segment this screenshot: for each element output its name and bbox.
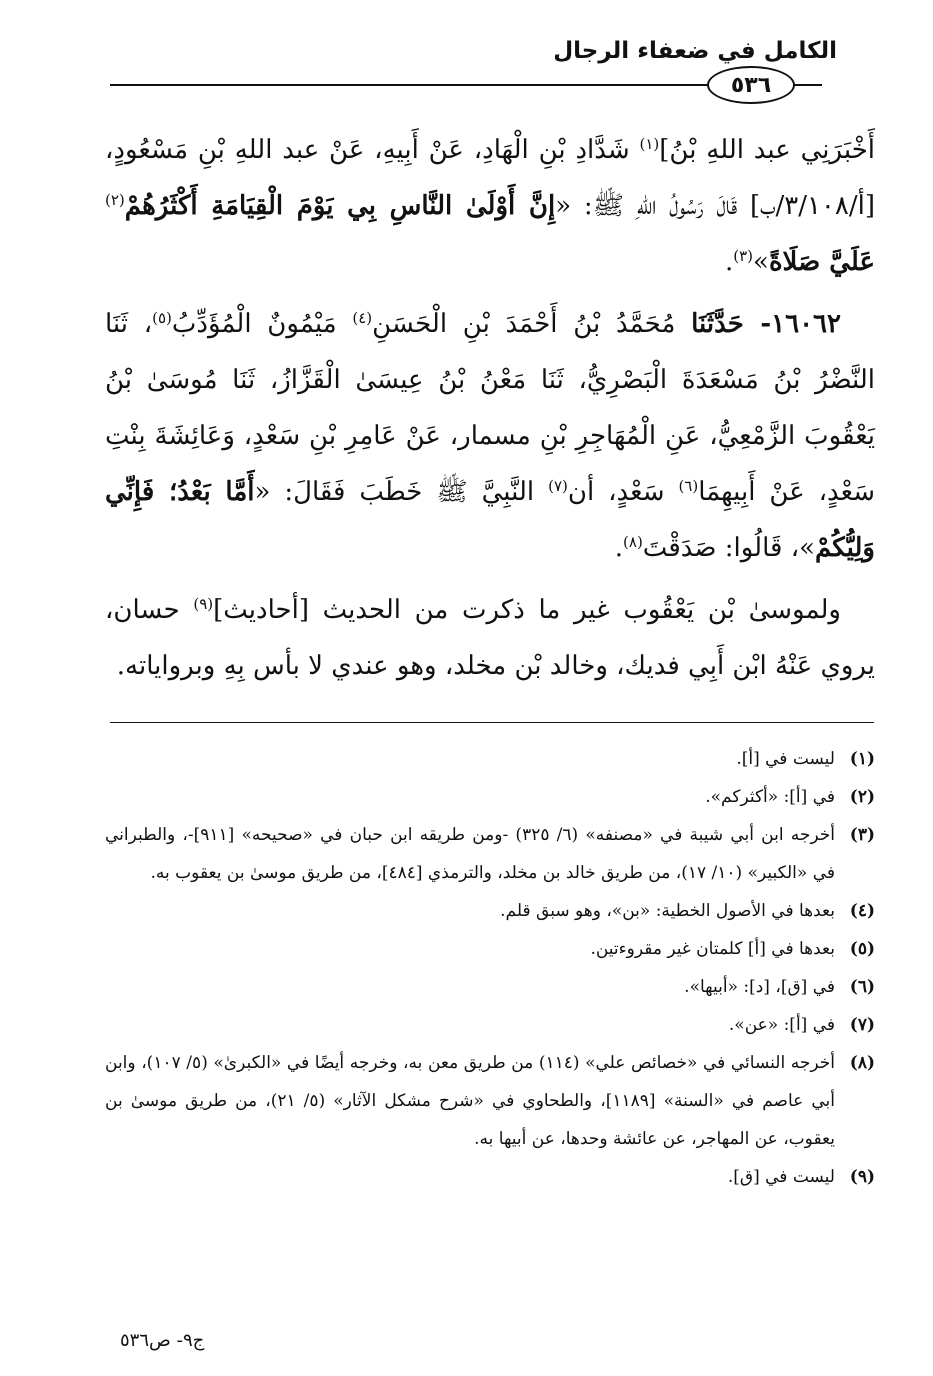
footnote-text: ليست في [أ].	[736, 749, 835, 769]
hadith-text: عَلَيَّ صَلَاةً	[768, 247, 875, 277]
footnote-text: في [أ]: «عن».	[728, 1015, 835, 1035]
footnote	[105, 1158, 875, 1196]
footnote	[105, 892, 875, 930]
text-segment: .	[724, 247, 734, 277]
running-title: الكامل في ضعفاء الرجال	[553, 38, 837, 64]
text-segment: سَعْدٍ، أن	[567, 477, 679, 507]
page-number: ٥٣٦	[707, 66, 795, 104]
transmission-term: حَدَّثَنَا	[691, 309, 744, 339]
footnote-ref: (١)	[639, 135, 660, 153]
text-segment: ، ثَنَا النَّضْرُ بْنُ مَسْعَدَةَ الْبَصْرِيُّ، ثَنَا مَعْنُ بْنُ عِيسَىٰ الْقَزَّازُ، ثَنَا مُوسَىٰ بْنُ يَعْقُوبَ الزَّمْعِيُّ، عَنِ الْمُهَاجِرِ بْنِ مسمار، عَنْ عَامِرِ بْنِ سَعْدٍ، وَعَائِشَةَ بِنْتِ سَعْدٍ، عَنْ أَبِيهِمَا	[105, 309, 876, 507]
text-segment: شَدَّادِ بْنِ الْهَادِ، عَنْ أَبِيهِ، عَنْ عبد اللهِ بْنِ مَسْعُودٍ، [أ/٣/١٠٨/ب] قَالَ رَسُولُ اللهِ ﷺ: «	[105, 135, 875, 221]
footnote-number: (٣)	[849, 825, 875, 845]
footnote-text: في [أ]: «أكثركم».	[705, 787, 835, 807]
footnote-number: (٧)	[849, 1015, 875, 1035]
footnotes	[105, 740, 875, 1196]
footnote-ref: (٤)	[352, 309, 373, 327]
footnote	[105, 1006, 875, 1044]
footnote-ref: (٧)	[548, 477, 568, 495]
paragraph-2	[105, 296, 875, 576]
footnote-number: (٨)	[849, 1053, 875, 1073]
text-segment: أَخْبَرَنِي عبد اللهِ بْنُ]	[659, 135, 875, 165]
paragraph-3	[105, 582, 875, 694]
paragraph-1	[105, 122, 875, 290]
text-segment: حسان، يروي عَنْهُ ابْن أَبِي فديك، وخالد بْن مخلد، وهو عندي لا بأس بِهِ وبرواياته.	[105, 595, 875, 681]
footnote-ref: (٦)	[678, 477, 699, 495]
footnote-number: (٥)	[849, 939, 875, 959]
footnote	[105, 1044, 875, 1158]
footnote-text: بعدها في الأصول الخطية: «بن»، وهو سبق قلم.	[500, 901, 835, 921]
footnote	[105, 816, 875, 892]
footnote-ref: (٩)	[193, 595, 214, 613]
text-segment: .	[614, 533, 624, 563]
hadith-text: إِنَّ أَوْلَىٰ النَّاسِ بِي يَوْمَ الْقِيَامَةِ أَكْثَرُهُمْ	[124, 191, 556, 221]
footnote-ref: (٥)	[152, 309, 172, 327]
text-segment: مَيْمُونٌ الْمُؤَدِّبُ	[171, 309, 353, 339]
footnote-text: في [ق]، [د]: «أبيها».	[684, 977, 835, 997]
text-segment: »، قَالُوا: صَدَقْتَ	[642, 533, 815, 563]
footnote-number: (١)	[849, 749, 875, 769]
footnote	[105, 930, 875, 968]
footnote	[105, 740, 875, 778]
footnote-ref: (٢)	[105, 191, 125, 209]
footnote-number: (٩)	[849, 1167, 875, 1187]
footnote-ref: (٨)	[623, 533, 643, 551]
footnote-text: أخرجه ابن أبي شيبة في «مصنفه» (٦/ ٣٢٥) -ومن طريقه ابن حبان في «صحيحه» [٩١١]-، والطبراني في «الكبير» (١٠/ ١٧)، من طريق خالد بن مخلد، والترمذي [٤٨٤]، من طريق موسىٰ بن يعقوب به.	[105, 825, 835, 883]
footnote-text: بعدها في [أ] كلمتان غير مقروءتين.	[590, 939, 835, 959]
footnote	[105, 968, 875, 1006]
main-text	[105, 122, 875, 694]
text-segment: »	[753, 247, 769, 277]
footnote-number: (٦)	[849, 977, 875, 997]
text-segment: ولموسىٰ بْن يَعْقُوب غير ما ذكرت من الحديث [أحاديث]	[213, 595, 841, 625]
footnote-text: أخرجه النسائي في «خصائص علي» (١١٤) من طريق معن به، وخرجه أيضًا في «الكبرىٰ» (٥/ ١٠٧)، وابن أبي عاصم في «السنة» [١١٨٩]، والطحاوي في «شرح مشكل الآثار» (٥/ ٢١)، من طريق موسىٰ بن يعقوب، عن المهاجر، عن عائشة وحدها، عن أبيها به.	[105, 1053, 835, 1149]
footnote-text: ليست في [ق].	[727, 1167, 835, 1187]
footnote-separator	[110, 722, 874, 723]
text-segment: مُحَمَّدُ بْنُ أَحْمَدَ بْنِ الْحَسَنِ	[372, 309, 692, 339]
volume-page-reference: ج٩- ص٥٣٦	[120, 1330, 205, 1351]
hadith-number: ١٦٠٦٢-	[743, 309, 841, 339]
text-segment: النَّبِيَّ ﷺ خَطَبَ فَقَالَ: «	[254, 477, 549, 507]
hadith-text: أَمَّا بَعْدُ؛ فَإِنِّي وَلِيُّكُمْ	[105, 477, 875, 563]
footnote-number: (٤)	[849, 901, 875, 921]
footnote-number: (٢)	[849, 787, 875, 807]
footnote-ref: (٣)	[733, 247, 754, 265]
footnote	[105, 778, 875, 816]
